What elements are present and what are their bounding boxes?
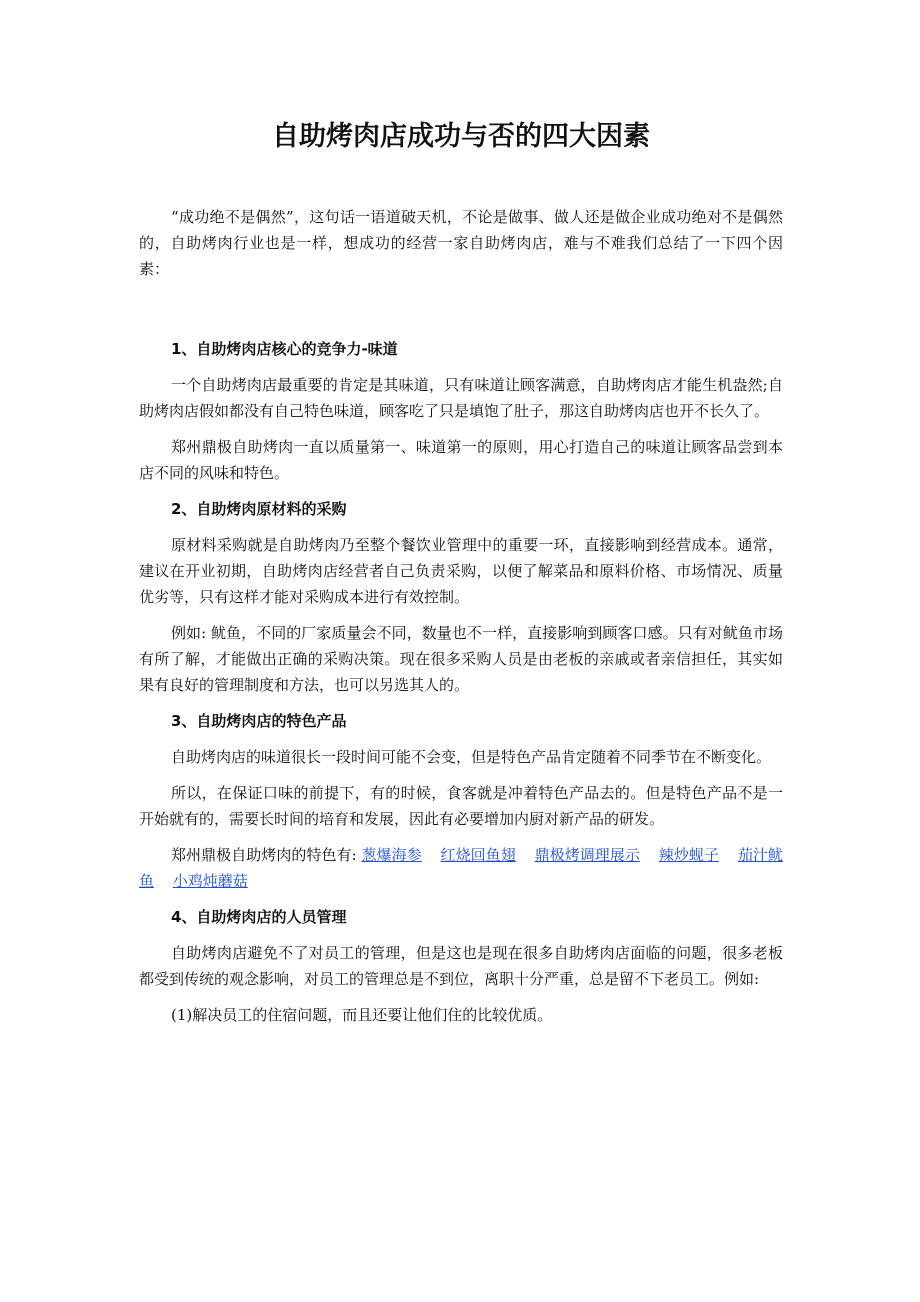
specialty-link[interactable]: 小鸡炖蘑菇 [172,872,248,890]
section-heading-staff: 4、自助烤肉店的人员管理 [171,908,347,926]
paragraph: 一个自助烤肉店最重要的肯定是其味道，只有味道让顾客满意，自助烤肉店才能生机盎然;自助烤肉店假如都没有自己特色味道，顾客吃了只是填饱了肚子，那这自助烤肉店也开不长久了。 [139,376,783,420]
specialty-paragraph [139,842,783,894]
specialty-link[interactable]: 鼎极烤调理展示 [534,846,640,864]
specialty-link[interactable]: 辣炒蚬子 [658,846,719,864]
paragraph: 例如: 鱿鱼，不同的厂家质量会不同，数量也不一样，直接影响到顾客口感。只有对鱿鱼市场有所了解，才能做出正确的采购决策。现在很多采购人员是由老板的亲戚或者亲信担任，其实如果有良好的管理制度和方法，也可以另选其人的。 [139,624,783,694]
specialty-link[interactable]: 茄汁鱿鱼 [139,846,783,890]
document-body [139,204,783,1038]
paragraph: 郑州鼎极自助烤肉一直以质量第一、味道第一的原则，用心打造自己的味道让顾客品尝到本店不同的风味和特色。 [139,438,783,482]
document-title: 自助烤肉店成功与否的四大因素 [272,121,650,152]
specialty-link[interactable]: 红烧回鱼翅 [440,846,516,864]
paragraph: 自助烤肉店的味道很长一段时间可能不会变，但是特色产品肯定随着不同季节在不断变化。 [171,748,772,766]
section-heading-procurement: 2、自助烤肉原材料的采购 [171,500,347,518]
specialty-link[interactable]: 葱爆海参 [361,846,422,864]
section-heading-taste: 1、自助烤肉店核心的竞争力-味道 [171,340,398,358]
paragraph: 自助烤肉店避免不了对员工的管理，但是这也是现在很多自助烤肉店面临的问题，很多老板都受到传统的观念影响，对员工的管理总是不到位，离职十分严重，总是留不下老员工。例如: [139,944,783,988]
paragraph: 原材料采购就是自助烤肉乃至整个餐饮业管理中的重要一环，直接影响到经营成本。通常，建议在开业初期，自助烤肉店经营者自己负责采购，以便了解菜品和原料价格、市场情况、质量优劣等，只有这样才能对采购成本进行有效控制。 [139,536,783,606]
specialty-prefix: 郑州鼎极自助烤肉的特色有: [171,846,357,864]
paragraph: (1)解决员工的住宿问题，而且还要让他们住的比较优质。 [171,1006,553,1024]
paragraph: 所以，在保证口味的前提下，有的时候，食客就是冲着特色产品去的。但是特色产品不是一开始就有的，需要长时间的培育和发展，因此有必要增加内厨对新产品的研发。 [139,784,783,828]
intro-paragraph: “成功绝不是偶然”，这句话一语道破天机，不论是做事、做人还是做企业成功绝对不是偶然的，自助烤肉行业也是一样，想成功的经营一家自助烤肉店，难与不难我们总结了一下四个因素： [139,208,783,278]
section-heading-specialty: 3、自助烤肉店的特色产品 [171,712,347,730]
